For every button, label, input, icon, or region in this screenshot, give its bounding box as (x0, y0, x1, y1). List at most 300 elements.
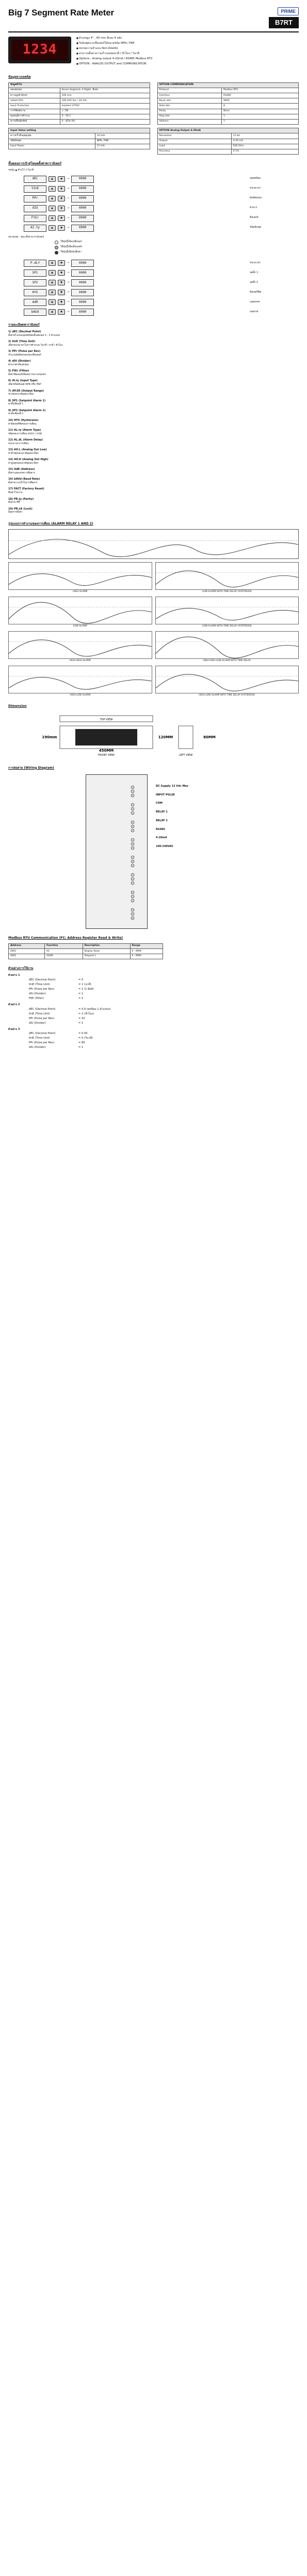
example-heading: ตัวอย่าง 2 (8, 1003, 20, 1006)
legend-text: ใช้ปุ่มนี้เพื่อเลื่อนหลัก (60, 246, 83, 249)
terminal-screw (131, 895, 134, 898)
set-button: ◆ (58, 186, 65, 192)
param-heading: 10) HYS (Hysteresis) (8, 418, 39, 422)
alarm-graph-plot (155, 597, 299, 624)
terminal-label: RELAY 2 (156, 819, 168, 822)
param-note: บอดเรท (250, 310, 258, 313)
spec-value: 100 mm (60, 93, 150, 98)
param-heading: 2) tInE (Time Unit) (8, 340, 36, 344)
value-display: 0000 (71, 225, 94, 232)
terminal-screw (131, 821, 134, 824)
spec-title: ข้อมูลทางเทคนิค (8, 75, 31, 79)
param-heading: 9) SP2 (Setpoint Alarm 2) (8, 409, 46, 412)
alarm-graph-caption: LOW ALARM (73, 624, 87, 628)
spec-row (157, 114, 299, 119)
flow-arrow: → (67, 310, 70, 314)
param-flow-row (24, 289, 299, 296)
spec-value: 8 (222, 104, 299, 109)
example-value: = 0 (วินาที) (78, 1037, 93, 1040)
spec-key: Input Power (9, 144, 95, 149)
side-label: 80MM (203, 735, 216, 739)
legend-title: หมายเหตุ : ขณะตั้งค่าพารามิเตอร์ (8, 235, 44, 239)
hero (8, 37, 299, 68)
terminal-screw (131, 846, 134, 850)
example-heading: ตัวอย่าง 3 (8, 1027, 20, 1031)
up-button: ▲ (49, 176, 56, 182)
terminal-screw (131, 877, 134, 880)
feature-item: ■ ตัวเลขสูง 4" , 40 mm สีแดง 4 หลัก (76, 37, 299, 40)
example-row (29, 992, 299, 996)
spec-key: Address (157, 119, 222, 124)
alarm-title: รูปแบบการทำงานของการเตือน (ALARM RELAY 1 AND 2) (8, 521, 93, 526)
param-note: หน่วยเวลา (250, 187, 261, 190)
example-value: = 2 (ชั่วโมง) (78, 1012, 94, 1015)
legend-text: ใช้ปุ่มนี้เพื่อบันทึกค่า (60, 251, 82, 254)
spec-key: Load (157, 144, 231, 149)
param-desc: ช่วงของเอาต์พุตอนาล็อก (8, 393, 34, 396)
terminal-label: INPUT PULSE (156, 793, 175, 796)
param-heading: 19) PR.LK (Lock) (8, 507, 33, 511)
alarm-curve (9, 677, 152, 689)
alarm-graph (8, 562, 152, 594)
param-note: จุดตั้ง 1 (250, 271, 258, 274)
example-value: = 1 (78, 992, 84, 995)
spec-key: Stop bits (157, 114, 222, 119)
flow-arrow: → (67, 216, 70, 220)
param-flow-row (24, 309, 299, 316)
param-heading: 13) AO.L (Analog Out Low) (8, 448, 47, 452)
param-flow-row (24, 225, 299, 232)
terminal-screw (131, 912, 134, 916)
parameter-flow (8, 176, 299, 232)
meter-digits: 1234 (22, 42, 57, 58)
example-value: = 0 (78, 978, 84, 981)
value-display: 0000 (71, 215, 94, 222)
param-heading: 15) AdR (Address) (8, 468, 35, 471)
alarm-graph-plot (155, 631, 299, 659)
alarm-graph (8, 597, 152, 628)
param-desc: ตั้งค่าตำแหน่งจุดทศนิยมที่แสดงผล 0 - 3 ตำแหน่ง (8, 334, 60, 337)
flow-arrow: → (67, 207, 70, 210)
example-row (29, 1017, 299, 1021)
spec-key: ชนิดอินพุต (9, 139, 95, 144)
spec-key: Interface (157, 93, 222, 98)
param-desc: ตั้งค่าฟิลเตอร์เพื่อลดการแกว่งของค่า (8, 374, 46, 377)
spec-row (157, 88, 299, 93)
spec-value: None (222, 109, 299, 114)
alarm-curve (9, 573, 152, 585)
param-heading: 12) AL.dL (Alarm Delay) (8, 438, 43, 442)
param-heading: 18) PR.ty (Parity) (8, 497, 34, 501)
set-button: ◆ (58, 176, 65, 182)
alarm-graph-plot (155, 562, 299, 590)
example-row (29, 1037, 299, 1040)
spec-key: Parity (157, 109, 222, 114)
feature-list (76, 37, 299, 68)
spec-row (157, 93, 299, 98)
value-display: 0000 (71, 205, 94, 212)
param-code-display: SP2 (24, 279, 46, 286)
example-value: = 0.00 (78, 1032, 88, 1036)
example-row (29, 983, 299, 987)
feature-item: ■ หน่วยความจำแบบ Non-Volatile (76, 47, 299, 50)
param-flow-row (24, 205, 299, 212)
alarm-graph-plot (8, 597, 152, 624)
param-flow-row (24, 195, 299, 202)
spec-key: Baud rate (157, 98, 222, 104)
flow-arrow: → (67, 261, 70, 265)
terminal-screw (131, 856, 134, 859)
modbus-cell: Display Value (83, 949, 130, 954)
parameter-flow-2 (8, 260, 299, 316)
alarm-graph-plot (8, 562, 152, 590)
example-key: dEC (Decimal Point) (29, 978, 56, 981)
alarm-waveform (9, 530, 298, 558)
value-display: 0000 (71, 299, 94, 306)
spec-key: การใช้พลังงาน (9, 109, 60, 114)
param-note: จุดตั้ง 2 (250, 281, 258, 284)
example-value: = 1 (นาที) (78, 982, 91, 986)
legend-dot (55, 246, 58, 249)
terminal-screw (131, 829, 134, 832)
spec-value: 4-20 mA (231, 139, 298, 144)
dimension-drawing (8, 713, 299, 759)
set-button: ◆ (58, 260, 65, 266)
param-code-display: PPr (24, 195, 46, 202)
terminal-screw (131, 794, 134, 797)
flow-arrow: → (67, 187, 70, 191)
example-heading: ตัวอย่าง 1 (8, 974, 20, 977)
param-code-display: dEC (24, 176, 46, 183)
spec-value: 100-240 Vac / 24 Vdc (60, 98, 150, 104)
terminal-label: RELAY 1 (156, 810, 168, 814)
value-display: 0000 (71, 269, 94, 277)
spec-value: < 7W (60, 109, 150, 114)
doc-title: Big 7 Segment Rate Meter (8, 8, 114, 18)
spec-row (9, 144, 150, 149)
up-button: ▲ (49, 280, 56, 285)
flow-arrow: → (67, 281, 70, 284)
modbus-cell: 0 - 9999 (130, 949, 163, 954)
spec-key: อุณหภูมิการทำงาน (9, 114, 60, 119)
legend (8, 241, 299, 255)
wiring-diagram (8, 774, 299, 929)
example-value: = 1 (1 พัลส์) (78, 987, 94, 991)
spec-table (157, 128, 299, 155)
spec-row (157, 149, 299, 154)
param-desc: จำนวนพัลส์ต่อรอบของเซ็นเซอร์ (8, 353, 41, 357)
legend-row (55, 241, 299, 244)
param-code-display: tInE (24, 185, 46, 193)
spec-row (9, 88, 150, 93)
up-button: ▲ (49, 270, 56, 276)
spec-table-head: OPTION COMMUNICATION (157, 82, 299, 88)
spec-row (157, 119, 299, 124)
example-row (29, 1046, 299, 1049)
value-display: 0000 (71, 195, 94, 202)
param-code-display: AI.ty (24, 225, 46, 232)
example-value: = 1 (78, 1046, 84, 1049)
spec-table (157, 82, 299, 125)
meter-photo (8, 37, 71, 63)
param-note: ชนิดอินพุต (250, 226, 262, 229)
spec-value: NPN / PNP (95, 139, 150, 144)
depth-label: 120MM (158, 735, 173, 739)
param-desc: ตั้งค่าความเร็วในการสื่อสาร (8, 482, 38, 485)
param-heading: 11) AL.ty (Alarm Type) (8, 428, 41, 432)
parameter-details (8, 330, 299, 515)
header (8, 7, 299, 28)
terminal-screw (131, 882, 134, 885)
value-display: 0000 (71, 185, 94, 193)
alarm-graph-plot (8, 631, 152, 659)
spec-value: 12 bit (231, 133, 298, 139)
param-desc: ตั้งค่าพาริตี้ (8, 501, 20, 504)
modbus-header: Function (45, 943, 83, 948)
modbus-cell: 03 (45, 949, 83, 954)
param-heading: 1) dEC (Decimal Point) (8, 330, 41, 333)
set-button: ◆ (58, 299, 65, 305)
param-flow-row (24, 176, 299, 183)
example-row (29, 1022, 299, 1025)
alarm-graph-caption: LOW ALARM WITH TIME DELAY HYSTERESIS (202, 590, 252, 593)
spec-table (8, 82, 150, 125)
spec-key: ความเร็วอินพุตสูงสุด (9, 133, 95, 139)
param-note: พัลส์ต่อรอบ (250, 197, 262, 200)
setup-intro: กดปุ่ม ▲ ค้างไว้ 3 วินาที (8, 169, 34, 172)
alarm-curve (156, 674, 299, 690)
set-button: ◆ (58, 280, 65, 285)
param-desc: ค่าตั้งเตือนที่ 2 (8, 413, 24, 416)
example-value: = 60 (78, 1041, 85, 1045)
alarm-curve (156, 608, 299, 620)
feature-item: ■ Options : Analog output 4-20mA / RS485 Modbus RTU (76, 57, 299, 61)
example-row (29, 988, 299, 991)
alarm-graph-caption: HIGH ALARM (73, 590, 88, 593)
terminal-block (86, 774, 148, 929)
alarm-graph-caption: HIGH-HIGH ALARM (69, 659, 91, 662)
example-key: PPr (Pulse per Rev) (29, 987, 55, 991)
param-flow-row (24, 260, 299, 267)
param-code-display: P.dLY (24, 260, 46, 267)
alarm-graph (155, 562, 299, 594)
param-desc: เลือกหน่วยเวลาในการคำนวณ วินาที / นาที / ชั่วโมง (8, 344, 63, 347)
modbus-row (9, 949, 163, 954)
param-flow-row (24, 279, 299, 286)
flow-arrow: → (67, 300, 70, 304)
example-value: = 1 (78, 996, 84, 1000)
alarm-graph-caption: HIGH-LOW ALARM WITH TIME DELAY HYSTERESIS (199, 693, 255, 697)
alarm-graph (8, 666, 152, 697)
terminal-screw (131, 860, 134, 863)
spec-key: ความสูงตัวอักษร (9, 93, 60, 98)
example-key: tInE (Time Unit) (29, 1012, 50, 1015)
example-key: dIU (Divider) (29, 992, 46, 995)
spec-row (9, 114, 150, 119)
params-title: รายละเอียดพารามิเตอร์ (8, 323, 40, 327)
terminal-label: RS485 (156, 827, 165, 831)
terminal-label: DC Supply 12 Vdc Max (156, 784, 189, 788)
param-desc: ค่าต่ำสุดของเอาต์พุตอนาล็อก (8, 452, 39, 455)
spec-row (9, 119, 150, 124)
param-note: หน่วงเวลา (250, 261, 261, 264)
example-key: PPr (Pulse per Rev) (29, 1041, 55, 1045)
up-button: ▲ (49, 186, 56, 192)
spec-table (8, 128, 150, 149)
spec-row (9, 139, 150, 144)
example-row (29, 1032, 299, 1036)
left-view-label: LEFT VIEW (179, 753, 193, 757)
alarm-graph-caption: HIGH-LOW ALARM (70, 693, 91, 697)
spec-key: Data bits (157, 104, 222, 109)
spec-table-head: OPTION Analog Output 4-20mA (157, 128, 299, 133)
terminal-screw (131, 790, 134, 793)
feature-item: ■ สามารถตั้งค่าความเร็วรอบต่อนาที / ชั่วโมง / วินาที (76, 52, 299, 56)
example-value: = 10 (78, 1016, 85, 1020)
param-flow-row (24, 269, 299, 277)
spec-row (157, 109, 299, 114)
terminal-screw (131, 917, 134, 920)
spec-value: 9600 (222, 98, 299, 104)
value-display: 0000 (71, 309, 94, 316)
terminal-screw (131, 891, 134, 894)
modbus-header: Address (9, 943, 45, 948)
example-key: dEC (Decimal Point) (29, 1032, 56, 1036)
example-row (29, 997, 299, 1001)
modbus-cell: 0 - 9999 (130, 954, 163, 959)
example-value: = 1 (78, 1021, 84, 1025)
param-heading: 4) dIU (Divider) (8, 360, 31, 363)
terminal-label: 4-20mA (156, 836, 167, 840)
param-note: ตัวหาร (250, 207, 257, 210)
spec-key: Resolution (157, 133, 231, 139)
example-key: dIU (Divider) (29, 1046, 46, 1049)
spec-value: 1 (222, 119, 299, 124)
example-row (29, 978, 299, 982)
legend-row (55, 246, 299, 249)
param-desc: เลือกชนิดอินพุต NPN หรือ PNP (8, 383, 41, 386)
param-heading: 3) PPr (Pulse per Rev) (8, 350, 41, 353)
param-heading: 5) FtEr (Filter) (8, 369, 29, 373)
param-flow-row (24, 185, 299, 193)
set-button: ◆ (58, 309, 65, 315)
spec-value: 1 (222, 114, 299, 119)
set-button: ◆ (58, 215, 65, 221)
terminal-screw (131, 803, 134, 806)
spec-table-head: ข้อมูลทั่วไป (9, 82, 150, 88)
spec-value: 12 Vdc (95, 144, 150, 149)
width-label: 450MM (99, 748, 114, 753)
spec-value: Isolated 3750V (60, 104, 150, 109)
example-row (29, 1041, 299, 1045)
example-key: tInE (Time Unit) (29, 982, 50, 986)
param-heading: 7) AP.SR (Output Range) (8, 389, 44, 393)
feature-item: ■ OPTION : ANALOG OUTPUT and COMMUNICATION (76, 62, 299, 66)
spec-left (8, 82, 150, 155)
legend-row (55, 251, 299, 255)
dimension-title: Dimension (8, 704, 27, 708)
set-button: ◆ (58, 270, 65, 276)
spec-key: Input Protection (9, 104, 60, 109)
param-flow-row (24, 299, 299, 306)
spec-row (157, 98, 299, 104)
brand-logo: PRIME (278, 7, 299, 15)
wiring-title: การต่อสาย (Wiring Diagram) (8, 766, 54, 770)
front-view-label: FRONT VIEW (98, 753, 115, 757)
legend-text: ใช้ปุ่มนี้เพื่อเปลี่ยนค่า (60, 241, 83, 244)
param-desc: ชนิดของการเตือน HIGH / LOW (8, 432, 42, 435)
set-button: ◆ (58, 206, 65, 211)
terminal-screw (131, 825, 134, 828)
up-button: ▲ (49, 299, 56, 305)
example-key: dIU (Divider) (29, 1021, 46, 1025)
param-heading: 17) FACT (Factory Reset) (8, 487, 44, 491)
terminal-svg (86, 775, 148, 929)
param-code-display: AdR (24, 299, 46, 306)
alarm-graph (155, 597, 299, 628)
spec-right (157, 82, 299, 155)
modbus-cell: 03/06 (45, 954, 83, 959)
spec-key: Output (157, 139, 231, 144)
legend-dot (55, 241, 58, 244)
alarm-graphs (8, 562, 299, 697)
param-desc: ค่าตั้งเตือนที่ 1 (8, 403, 24, 406)
param-code-display: dIU (24, 205, 46, 212)
flow-arrow: → (67, 197, 70, 200)
terminal-label: COM (156, 802, 163, 805)
spec-row (157, 133, 299, 139)
terminal-screw (131, 811, 134, 815)
param-heading: 16) bAUd (Baud Rate) (8, 478, 40, 481)
param-code-display: HYS (24, 289, 46, 296)
header-rule (8, 31, 299, 32)
flow-arrow: → (67, 226, 70, 230)
value-display: 0000 (71, 279, 94, 286)
param-desc: ตัวหารค่าที่แสดงผล (8, 363, 29, 366)
param-code-display: SP1 (24, 269, 46, 277)
spec-row (9, 133, 150, 139)
terminal-label: 100-240VAC (156, 845, 174, 848)
flow-arrow: → (67, 177, 70, 181)
terminal-screw (131, 807, 134, 810)
examples (8, 974, 299, 1049)
example-title: ตัวอย่างการใช้งาน (8, 966, 34, 970)
spec-tables (8, 82, 299, 155)
param-desc: คืนค่าโรงงาน (8, 492, 23, 495)
modbus-header: Range (130, 943, 163, 948)
value-display: 0000 (71, 260, 94, 267)
alarm-graph-plot (155, 666, 299, 693)
value-display: 0000 (71, 176, 94, 183)
spec-row (157, 144, 299, 149)
up-button: ▲ (49, 309, 56, 315)
spec-value: Modbus RTU (222, 88, 299, 93)
spec-row (9, 93, 150, 98)
alarm-graph (155, 666, 299, 697)
set-button: ◆ (58, 196, 65, 201)
spec-value: 0 - 85% RH (60, 119, 150, 124)
spec-table-head: Input Value setting (9, 128, 150, 133)
param-heading: 8) SP1 (Setpoint Alarm 1) (8, 399, 46, 402)
spec-key: ความชื้นสัมพัทธ์ (9, 119, 60, 124)
spec-value: 0.1% (231, 149, 298, 154)
param-note: ฮิสเทอรีซิส (250, 291, 262, 294)
legend-dot (55, 251, 58, 255)
spec-row (9, 98, 150, 104)
spec-key: Accuracy (157, 149, 231, 154)
setup-title: ขั้นตอนการเข้าสู่โหมดตั้งค่าพารามิเตอร์ (8, 162, 62, 166)
terminal-screw (131, 873, 134, 876)
